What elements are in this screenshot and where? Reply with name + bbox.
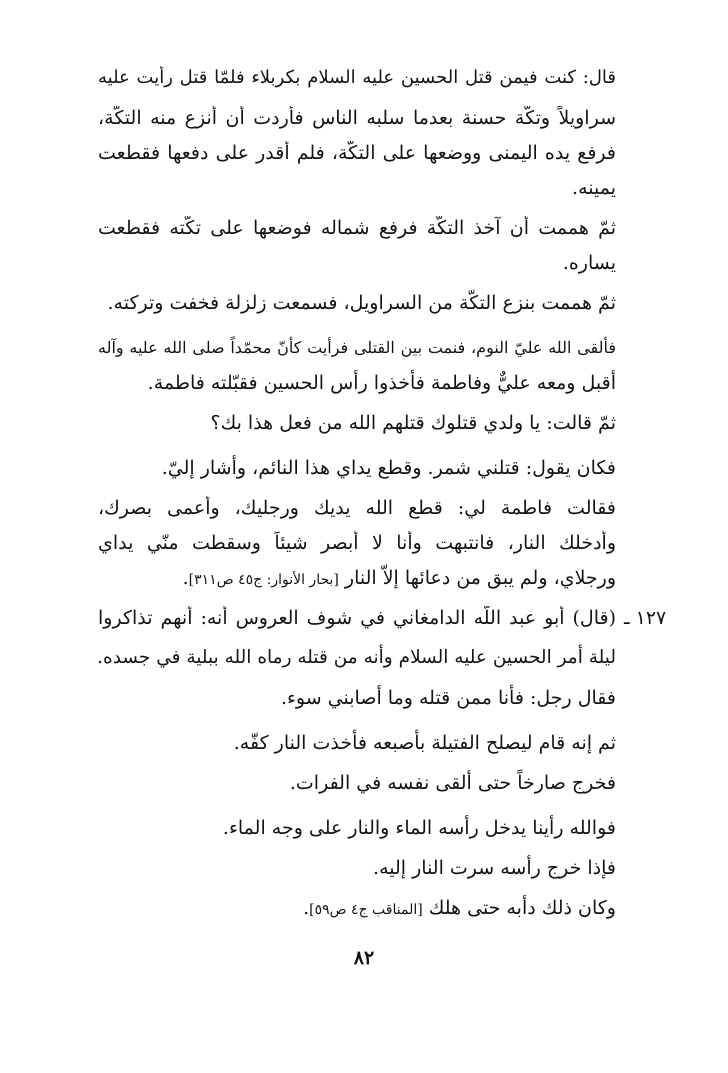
text-line: أقبل ومعه عليٌّ وفاطمة فأخذوا رأس الحسين فقبّلته فاطمة. xyxy=(147,372,616,394)
text-line: (قال) أبو عبد اللّه الدامغاني في شوف العروس أنه: أنهم تذاكروا xyxy=(98,607,616,629)
text-line: ثمّ هممت بنزع التكّة من السراويل، فسمعت زلزلة فخفت وتركته. xyxy=(107,292,616,314)
text-line: فقال رجل: فأنا ممن قتله وما أصابني سوء. xyxy=(280,687,616,709)
text-line: ثم إنه قام ليصلح الفتيلة بأصبعه فأخذت النار كفّه. xyxy=(233,732,616,754)
source-reference: [بحار الأنوار: ج٤٥ ص٣١١] xyxy=(188,572,339,588)
source-reference: [المناقب ج٤ ص٥٩] xyxy=(309,902,423,918)
text-line xyxy=(98,566,616,592)
text-line: فرفع يده اليمنى ووضعها على التكّة، فلم أقدر على دفعها فقطعت xyxy=(98,142,616,164)
text-line: ثمّ هممت أن آخذ التكّة فرفع شماله فوضعها على تكّته فقطعت xyxy=(98,217,616,239)
text-line: يمينه. xyxy=(572,177,616,199)
text-line: يساره. xyxy=(562,252,616,274)
text-line: قال: كنت فيمن قتل الحسين عليه السلام بكربلاء فلمّا قتل رأيت عليه xyxy=(98,67,616,88)
text-line xyxy=(98,896,616,922)
entry-number: ١٢٧ ـ xyxy=(624,607,667,629)
text-line: ثمّ قالت: يا ولدي قتلوك قتلهم الله من فعل هذا بك؟ xyxy=(210,412,616,434)
reference-period: . xyxy=(182,567,189,589)
page-number: ٨٢ xyxy=(353,947,375,969)
text-line: فخرج صارخاً حتى ألقى نفسه في الفرات. xyxy=(289,772,616,794)
text-line: فكان يقول: قتلني شمر. وقطع يداي هذا النائم، وأشار إليّ. xyxy=(161,457,616,479)
text-run: ورجلاي، ولم يبق من دعائها إلاّ النار xyxy=(344,567,616,589)
text-line: فألقى الله عليّ النوم، فنمت بين القتلى فرأيت كأنّ محمّداً صلى الله عليه وآله xyxy=(98,338,616,357)
text-run: وكان ذلك دأبه حتى هلك xyxy=(428,897,616,919)
text-line: ليلة أمر الحسين عليه السلام وأنه من قتله رماه الله ببلية في جسده. xyxy=(97,647,616,668)
reference-period: . xyxy=(303,897,310,919)
text-line: سراويلاً وتكّة حسنة بعدما سلبه الناس فأردت أن أنزع منه التكّة، xyxy=(98,107,616,129)
text-line: فوالله رأينا يدخل رأسه الماء والنار على وجه الماء. xyxy=(222,817,616,839)
text-line: فقالت فاطمة لي: قطع الله يديك ورجليك، وأعمى بصرك، xyxy=(98,497,616,519)
text-line: وأدخلك النار، فانتبهت وأنا لا أبصر شيئاً وسقطت منّي يداي xyxy=(98,532,616,554)
text-line: فإذا خرج رأسه سرت النار إليه. xyxy=(373,857,616,879)
